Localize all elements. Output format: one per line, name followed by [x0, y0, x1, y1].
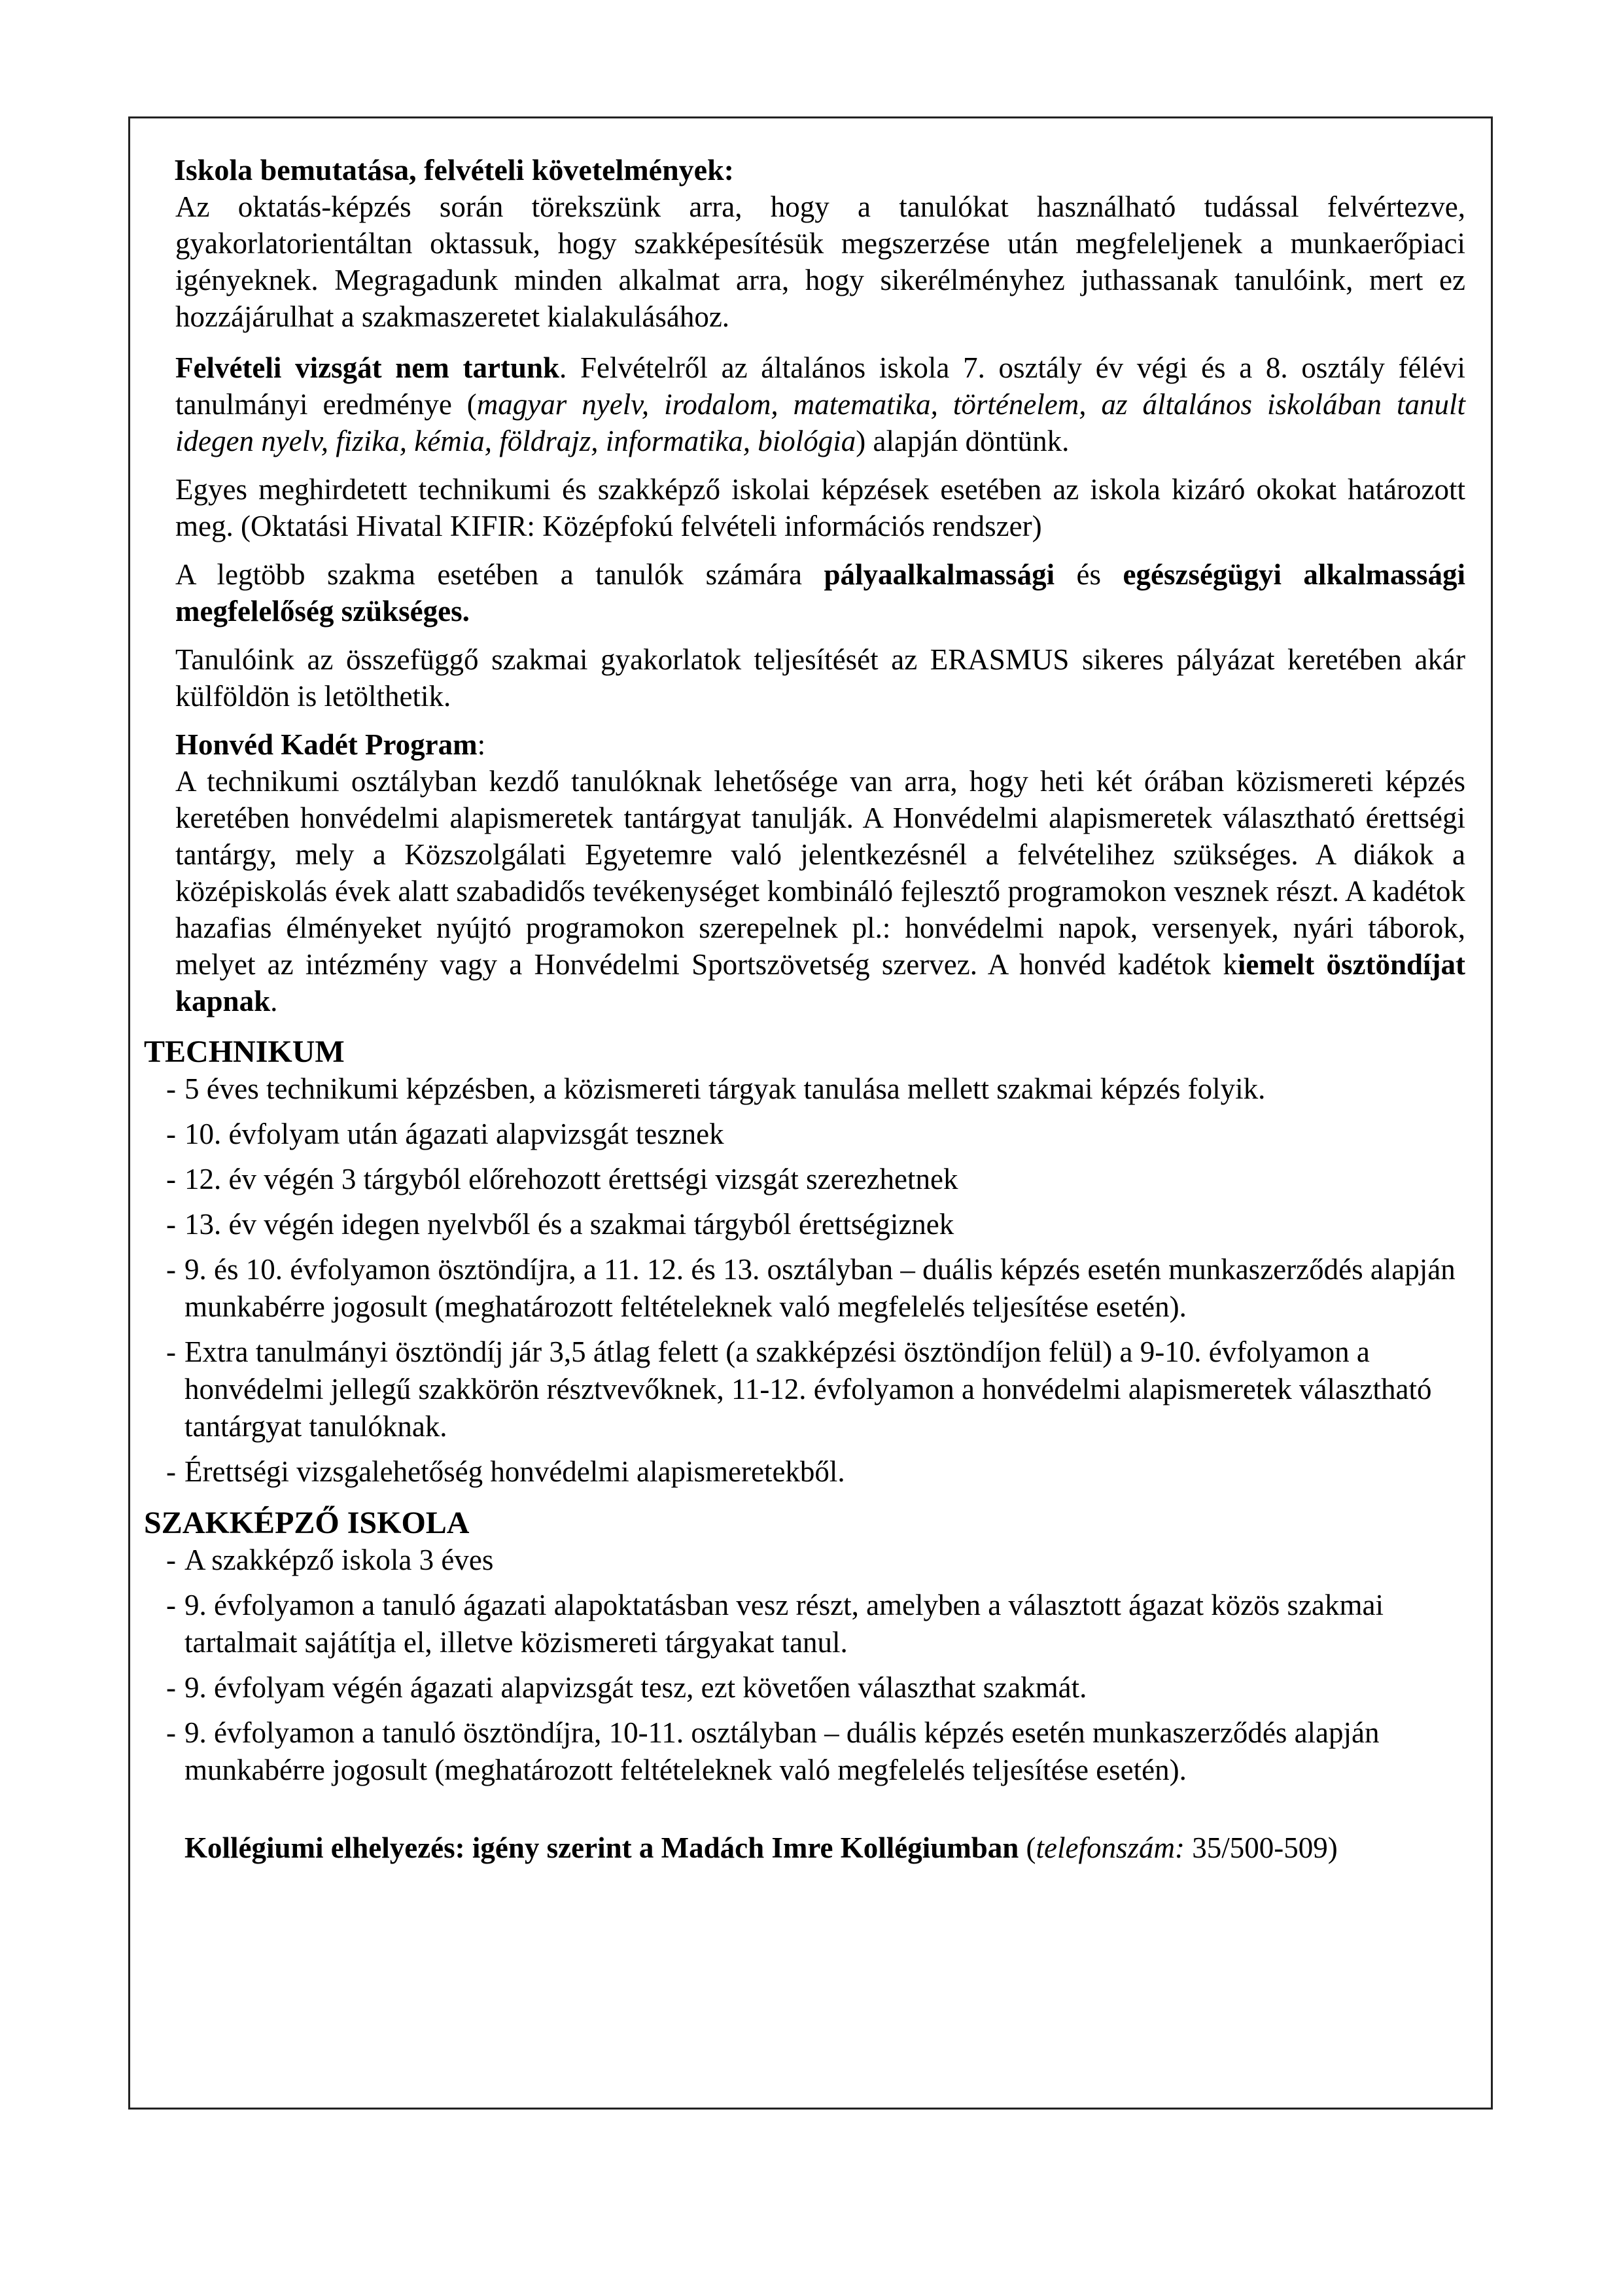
honved-title-colon: : — [477, 728, 486, 761]
list-item — [166, 1333, 1465, 1445]
list-item — [166, 1070, 1465, 1108]
honved-bold-end: iemelt ösztöndíjat kapnak — [175, 948, 1465, 1017]
suitability-text-2: és — [1055, 558, 1123, 591]
list-item — [166, 1453, 1465, 1491]
dash-bullet-icon: - — [166, 1455, 176, 1488]
list-item — [166, 1542, 1465, 1579]
szakkepzo-list — [166, 1542, 1465, 1789]
document-content — [144, 152, 1465, 1896]
dash-bullet-icon: - — [166, 1544, 176, 1576]
list-item — [166, 1669, 1465, 1706]
list-item — [166, 1587, 1465, 1661]
phone-label: telefonszám: — [1036, 1831, 1185, 1864]
technikum-list — [166, 1070, 1465, 1491]
list-item-text: 10. évfolyam után ágazati alapvizsgát tesznek — [184, 1118, 724, 1150]
paren-close: ) — [1327, 1831, 1338, 1864]
list-item-text: 9. évfolyamon a tanuló ágazati alapoktatásban vesz részt, amelyben a választott ágazat közös szakmai tartalmait sajátítja el, illetve közismereti tárgyakat tanul. — [184, 1589, 1384, 1659]
list-item-text: 13. év végén idegen nyelvből és a szakmai tárgyból érettségiznek — [184, 1208, 954, 1241]
admission-paragraph — [170, 349, 1465, 459]
suitability-text-1: A legtöbb szakma esetében a tanulók számára — [175, 558, 824, 591]
admission-bold: Felvételi vizsgát nem tartunk — [175, 351, 559, 384]
list-item-text: 9. évfolyam végén ágazati alapvizsgát tesz, ezt követően választhat szakmát. — [184, 1671, 1087, 1704]
admission-text-1: . Felvételről az általános iskola 7. osztály év végi és a 8. osztály félévi tanulmányi eredménye ( — [175, 351, 1465, 421]
list-item-text: Extra tanulmányi ösztöndíj jár 3,5 átlag felett (a szakképzési ösztöndíjon felül) a 9-10. évfolyamon a honvédelmi jellegű szakkörön résztvevőknek, 11-12. évfolyamon a honvédelmi alapismeretek választható tantárgyat tanulóknak. — [184, 1335, 1432, 1443]
suitability-bold-1: pályaalkalmassági — [824, 558, 1055, 591]
dash-bullet-icon: - — [166, 1589, 176, 1621]
list-item-text: 5 éves technikumi képzésben, a közismereti tárgyak tanulása mellett szakmai képzés folyik. — [184, 1072, 1266, 1105]
list-item — [166, 1161, 1465, 1198]
list-item-text: A szakképző iskola 3 éves — [184, 1544, 494, 1576]
dash-bullet-icon: - — [166, 1335, 176, 1368]
list-item-text: 9. és 10. évfolyamon ösztöndíjra, a 11. 12. és 13. osztályban – duális képzés esetén munkaszerződés alapján munkabérre jogosult (meghatározott feltételeknek való megfelelés teljesítése esetén). — [184, 1253, 1456, 1323]
intro-title: Iskola bemutatása, felvételi követelmények: — [174, 153, 734, 186]
dash-bullet-icon: - — [166, 1253, 176, 1286]
list-item-text: 12. év végén 3 tárgyból előrehozott érettségi vizsgát szerezhetnek — [184, 1163, 958, 1195]
honved-title-text: Honvéd Kadét Program — [175, 728, 478, 761]
list-item-text: Érettségi vizsgalehetőség honvédelmi alapismeretekből. — [184, 1455, 845, 1488]
honved-text: A technikumi osztályban kezdő tanulóknak lehetősége van arra, hogy heti két órában közismereti képzés keretében honvédelmi alapismeretek tantárgyat tanulják. A Honvédelmi alapismeretek választható érettségi tantárgy, mely a Közszolgálati Egyetemre való jelentkezésnél a felvételihez szükséges. A diákok a középiskolás évek alatt szabadidős tevékenységet kombináló fejlesztő programokon vesznek részt. A kadétok hazafias élményeket nyújtó programokon szerepelnek pl.: honvédelmi napok, versenyek, nyári táborok, melyet az intézmény vagy a Honvédelmi Sportszövetség szervez. A honvéd kadétok k — [175, 765, 1465, 981]
list-item — [166, 1714, 1465, 1789]
intro-paragraph: Az oktatás-képzés során törekszünk arra, hogy a tanulókat használható tudással felvértezve, gyakorlatorientáltan oktassuk, hogy szakképesítésük megszerzése után megfeleljenek a munkaerőpiaci igényeknek. Megragadunk minden alkalmat arra, hogy sikerélményhez juthassanak tanulóink, mert ez hozzájárulhat a szakmaszeretet kialakulásához. — [175, 190, 1465, 333]
list-item-text: 9. évfolyamon a tanuló ösztöndíjra, 10-11. osztályban – duális képzés esetén munkaszerződés alapján munkabérre jogosult (meghatározott feltételeknek való megfelelés teljesítése esetén). — [184, 1716, 1380, 1786]
technikum-heading: TECHNIKUM — [144, 1034, 345, 1069]
erasmus-paragraph: Tanulóink az összefüggő szakmai gyakorlatok teljesítését az ERASMUS sikeres pályázat keretében akár külföldön is letölthetik. — [175, 643, 1465, 713]
honved-paragraph — [170, 763, 1465, 1019]
honved-title — [170, 726, 1465, 763]
dash-bullet-icon: - — [166, 1118, 176, 1150]
dash-bullet-icon: - — [166, 1208, 176, 1241]
dash-bullet-icon: - — [166, 1716, 176, 1749]
suitability-bold-2: egészségügyi alkalmassági megfelelőség szükséges. — [175, 558, 1465, 627]
paren-open: ( — [1026, 1831, 1036, 1864]
list-item — [166, 1206, 1465, 1243]
list-item — [166, 1251, 1465, 1326]
dash-bullet-icon: - — [166, 1671, 176, 1704]
suitability-paragraph — [170, 556, 1465, 629]
list-item — [166, 1116, 1465, 1153]
kollegium-note — [184, 1829, 1465, 1866]
exclusion-paragraph: Egyes meghirdetett technikumi és szakképző iskolai képzések esetében az iskola kizáró okokat határozott meg. (Oktatási Hivatal KIFIR: Középfokú felvételi információs rendszer) — [175, 473, 1465, 542]
phone-number: 35/500-509 — [1192, 1831, 1328, 1864]
admission-text-2: ) alapján döntünk. — [856, 425, 1070, 457]
admission-subjects: magyar nyelv, irodalom, matematika, történelem, az általános iskolában tanult idegen nyelv, fizika, kémia, földrajz, informatika, biológia — [175, 388, 1465, 457]
kollegium-bold: Kollégiumi elhelyezés: igény szerint a Madách Imre Kollégiumban — [184, 1831, 1019, 1864]
szakkepzo-heading: SZAKKÉPZŐ ISKOLA — [144, 1506, 470, 1540]
dash-bullet-icon: - — [166, 1163, 176, 1195]
honved-end: . — [270, 985, 278, 1017]
dash-bullet-icon: - — [166, 1072, 176, 1105]
